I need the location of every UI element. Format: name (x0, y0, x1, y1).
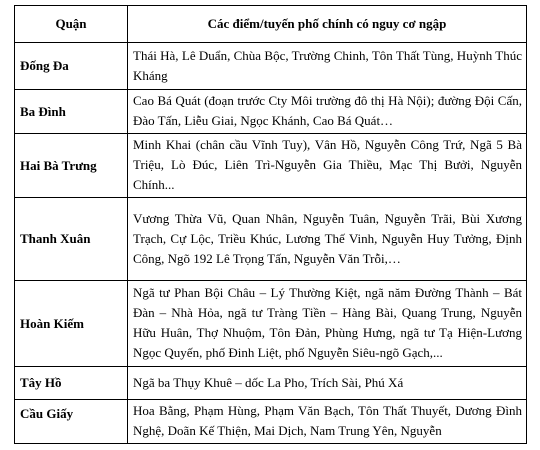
header-streets: Các điểm/tuyến phố chính có nguy cơ ngập (128, 6, 527, 43)
table-row (15, 281, 527, 367)
table-header-row (15, 6, 527, 43)
streets-cell: Cao Bá Quát (đoạn trước Cty Môi trường đô thị Hà Nội); đường Đội Cấn, Đào Tấn, Liễu Giai, Ngọc Khánh, Cao Bá Quát… (128, 90, 527, 134)
table-row (15, 400, 527, 444)
district-cell: Tây Hồ (15, 367, 128, 400)
district-cell: Đống Đa (15, 43, 128, 90)
table-row (15, 134, 527, 198)
flood-risk-table (14, 5, 527, 444)
table-row (15, 367, 527, 400)
streets-cell: Thái Hà, Lê Duẩn, Chùa Bộc, Trường Chinh, Tôn Thất Tùng, Huỳnh Thúc Kháng (128, 43, 527, 90)
district-cell: Hoàn Kiếm (15, 281, 128, 367)
header-district: Quận (15, 6, 128, 43)
table-row (15, 198, 527, 281)
streets-cell: Vương Thừa Vũ, Quan Nhân, Nguyễn Tuân, Nguyễn Trãi, Bùi Xương Trạch, Cự Lộc, Triều Khúc, Lương Thế Vinh, Nguyễn Huy Tưởng, Định Công, Ngõ 192 Lê Trọng Tấn, Nguyễn Văn Trỗi,… (128, 198, 527, 281)
table-row (15, 43, 527, 90)
streets-cell: Ngã tư Phan Bội Châu – Lý Thường Kiệt, ngã năm Đường Thành – Bát Đàn – Nhà Hỏa, ngã tư Tràng Tiền – Hàng Bài, Quang Trung, Nguyễn Hữu Huân, Thợ Nhuộm, Tôn Đản, Phùng Hưng, ngã tư Tạ Hiện-Lương Ngọc Quyến, phố Đinh Liệt, phố Nguyễn Siêu-ngõ Gạch,... (128, 281, 527, 367)
district-cell: Ba Đình (15, 90, 128, 134)
streets-cell: Hoa Bằng, Phạm Hùng, Phạm Văn Bạch, Tôn Thất Thuyết, Dương Đình Nghệ, Doãn Kế Thiện, Mai Dịch, Nam Trung Yên, Nguyễn (128, 400, 527, 444)
streets-cell: Ngã ba Thụy Khuê – dốc La Pho, Trích Sài, Phú Xá (128, 367, 527, 400)
streets-cell: Minh Khai (chân cầu Vĩnh Tuy), Vân Hồ, Nguyễn Công Trứ, Ngã 5 Bà Triệu, Lò Đúc, Liên Trì-Nguyễn Gia Thiều, Mạc Thị Bưởi, Nguyễn Chính... (128, 134, 527, 198)
district-cell: Thanh Xuân (15, 198, 128, 281)
district-cell: Hai Bà Trưng (15, 134, 128, 198)
district-cell: Cầu Giấy (15, 400, 128, 444)
table-row (15, 90, 527, 134)
